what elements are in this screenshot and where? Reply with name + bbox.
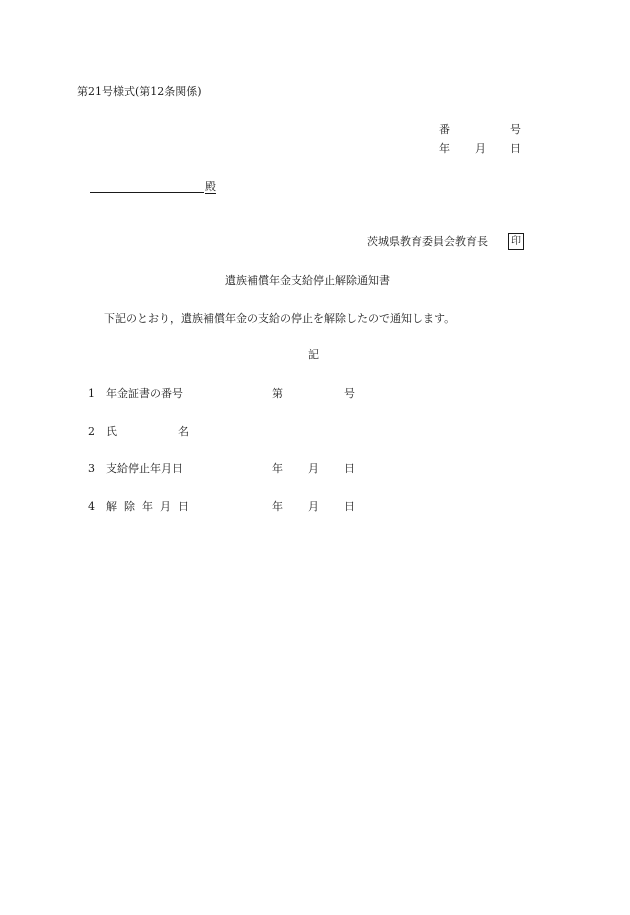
item-month-label: 月 [308,500,319,513]
item-label-name-mei: 名 [178,425,189,438]
item-day-label: 日 [344,500,355,513]
ki-heading: 記 [308,348,319,361]
item-number: 2 [88,425,95,438]
form-number: 第21号様式(第12条関係) [77,85,202,98]
item-number: 4 [88,500,95,513]
item-label-certificate-number: 年金証書の番号 [106,387,183,400]
addressee-blank-line [90,180,204,193]
item-label-suspension-date: 支給停止年月日 [106,462,183,475]
body-text: 下記のとおり，遺族補償年金の支給の停止を解除したので通知します。 [104,312,456,325]
addressee-honorific: 殿 [205,180,216,193]
item-month-label: 月 [308,462,319,475]
item-label-release-date: 解 除 年 月 日 [106,500,189,513]
date-year-label: 年 [439,142,450,155]
item-day-label: 日 [344,462,355,475]
date-day-label: 日 [510,142,521,155]
item-label-name-shi: 氏 [106,425,117,438]
seal-stamp: 印 [508,233,524,250]
number-label-ban: 番 [439,123,450,136]
date-month-label: 月 [475,142,486,155]
item-dai-label: 第 [272,387,283,400]
issuer-name: 茨城県教育委員会教育長 [367,235,488,248]
number-label-go: 号 [510,123,521,136]
item-year-label: 年 [272,500,283,513]
item-year-label: 年 [272,462,283,475]
item-number: 1 [88,387,95,400]
document-title: 遺族補償年金支給停止解除通知書 [225,274,390,287]
item-number: 3 [88,462,95,475]
item-go-label: 号 [344,387,355,400]
